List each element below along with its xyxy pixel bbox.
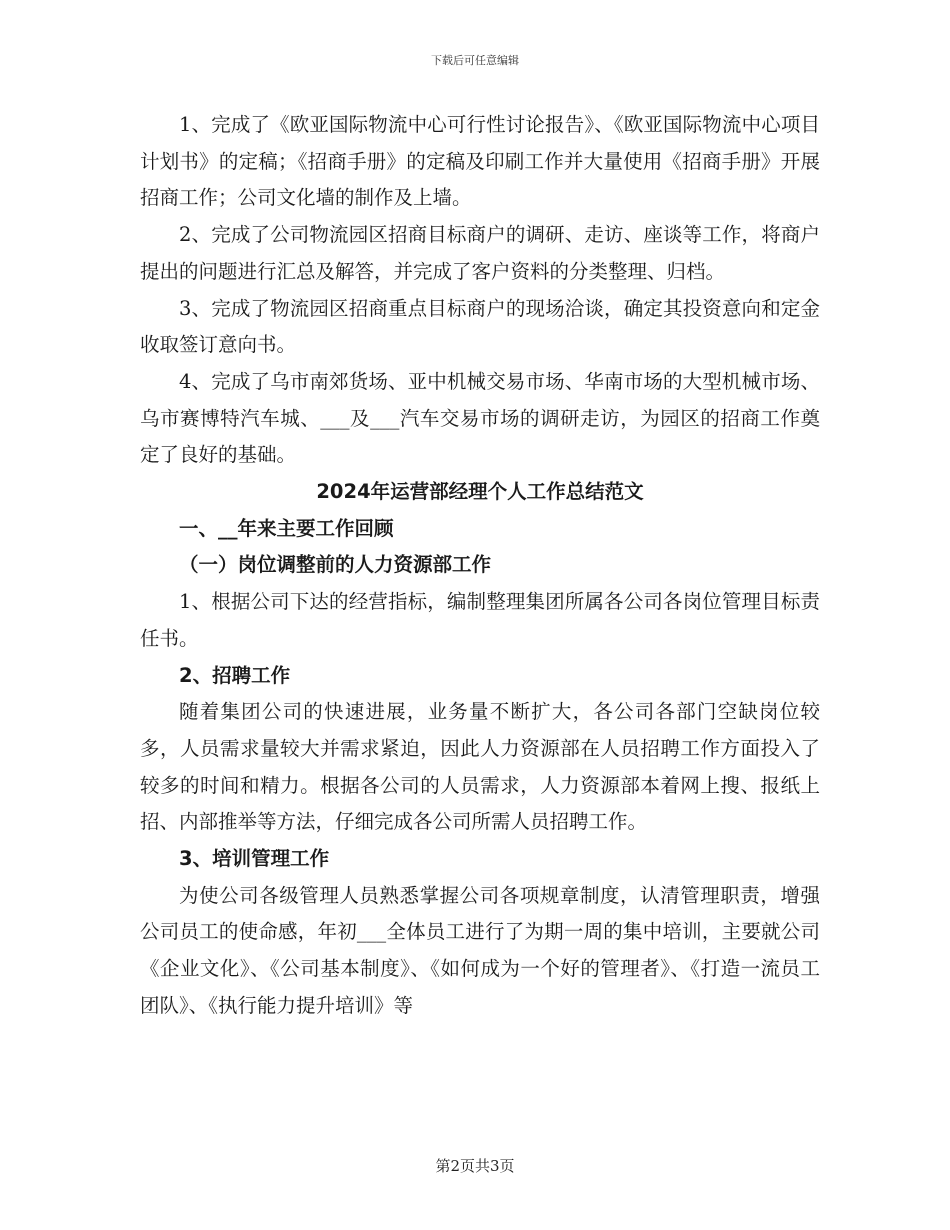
item-3-text: 为使公司各级管理人员熟悉掌握公司各项规章制度，认清管理职责，增强公司员工的使命感，年初___全体员工进行了为期一周的集中培训，主要就公司《企业文化》、《公司基本制度》、《如何成为一个好的管理者》、《打造一流员工团队》、《执行能力提升培训》等 [140, 883, 820, 1017]
section-heading: 一、__年来主要工作回顾 [179, 516, 394, 540]
item-3-heading: 3、培训管理工作 [179, 847, 330, 871]
paragraph-4: 4、完成了乌市南郊货场、亚中机械交易市场、华南市场的大型机械市场、乌市赛博特汽车城、___及___汽车交易市场的调研走访，为园区的招商工作奠定了良好的基础。 [140, 369, 820, 467]
item-1-text: 1、根据公司下达的经营指标，编制整理集团所属各公司各岗位管理目标责任书。 [140, 590, 820, 650]
item-2-heading: 2、招聘工作 [179, 663, 291, 687]
header-note: 下载后可任意编辑 [431, 54, 519, 67]
document-title: 2024年运营部经理个人工作总结范文 [316, 480, 644, 504]
paragraph-3: 3、完成了物流园区招商重点目标商户的现场洽谈，确定其投资意向和定金收取签订意向书。 [140, 296, 820, 357]
paragraph-1: 1、完成了《欧亚国际物流中心可行性讨论报告》、《欧亚国际物流中心项目计划书》的定稿；《招商手册》的定稿及印刷工作并大量使用《招商手册》开展招商工作；公司文化墙的制作及上墙。 [140, 113, 820, 210]
document-body [140, 107, 820, 1025]
page-number: 第2页共3页 [435, 1157, 515, 1175]
sub-heading: （一）岗位调整前的人力资源部工作 [179, 553, 492, 577]
item-2-text: 随着集团公司的快速进展，业务量不断扩大，各公司各部门空缺岗位较多，人员需求量较大并需求紧迫，因此人力资源部在人员招聘工作方面投入了较多的时间和精力。根据各公司的人员需求，人力资源部本着网上搜、报纸上招、内部推举等方法，仔细完成各公司所需人员招聘工作。 [140, 700, 820, 834]
paragraph-2: 2、完成了公司物流园区招商目标商户的调研、走访、座谈等工作，将商户提出的问题进行汇总及解答，并完成了客户资料的分类整理、归档。 [140, 223, 820, 283]
